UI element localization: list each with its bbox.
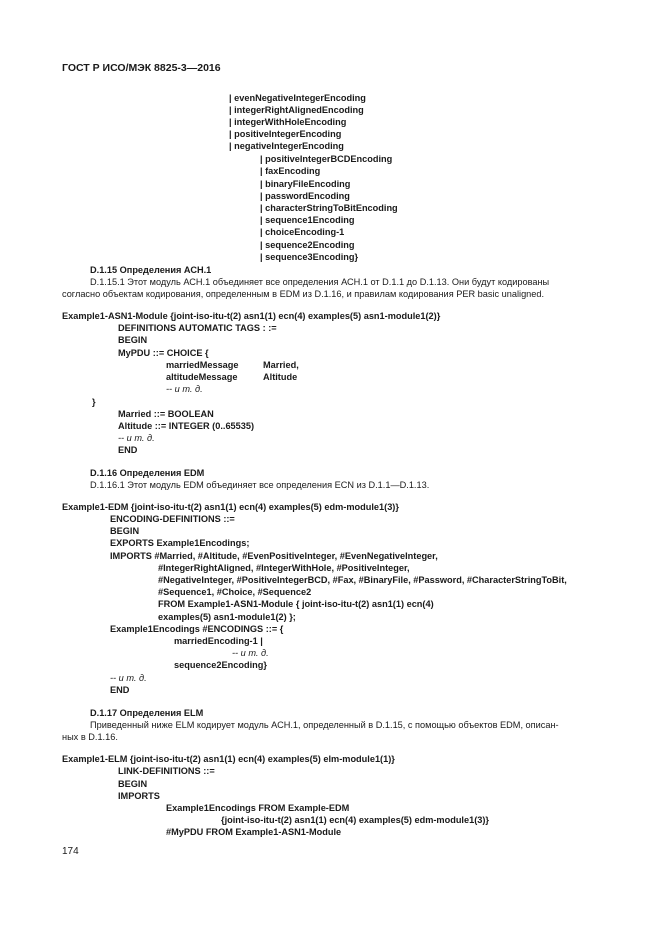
code-line: IMPORTS #Married, #Altitude, #EvenPositiveInteger, #EvenNegativeInteger, — [110, 551, 438, 561]
code-line: sequence2Encoding} — [174, 660, 267, 670]
paragraph-d116: D.1.16.1 Этот модуль EDM объединяет все определения ECN из D.1.1—D.1.13. — [90, 480, 430, 490]
code-line: Example1Encodings #ENCODINGS ::= { — [110, 624, 284, 634]
code-line: {joint-iso-itu-t(2) asn1(1) ecn(4) examples(5) edm-module1(3)} — [221, 815, 490, 825]
code-line: #IntegerRightAligned, #IntegerWithHole, #PositiveInteger, — [158, 563, 410, 573]
encoding-list-subitem: | choiceEncoding-1 — [260, 227, 345, 237]
code-line: FROM Example1-ASN1-Module { joint-iso-itu-t(2) asn1(1) ecn(4) — [158, 599, 434, 609]
code-line: Altitude ::= INTEGER (0..65535) — [118, 421, 255, 431]
encoding-list-subitem: | sequence3Encoding} — [260, 252, 359, 262]
code-line: Example1-ASN1-Module {joint-iso-itu-t(2) asn1(1) ecn(4) examples(5) asn1-module1(2)} — [62, 311, 441, 321]
code-line: examples(5) asn1-module1(2) }; — [158, 612, 296, 622]
encoding-list-item: | negativeIntegerEncoding — [229, 141, 344, 151]
code-comment: -- и т. д. — [110, 673, 147, 683]
encoding-list-item: | integerWithHoleEncoding — [229, 117, 347, 127]
encoding-list-subitem: | positiveIntegerBCDEncoding — [260, 154, 393, 164]
encoding-list-item: | positiveIntegerEncoding — [229, 129, 342, 139]
code-comment: -- и т. д. — [232, 648, 269, 658]
code-line: Married ::= BOOLEAN — [118, 409, 214, 419]
paragraph-d115-line1: D.1.15.1 Этот модуль АСН.1 объединяет все определения АСН.1 от D.1.1 до D.1.13. Они будут кодированы — [90, 277, 550, 287]
code-line: } — [92, 397, 96, 407]
paragraph-d117-line2: ных в D.1.16. — [62, 732, 118, 742]
code-line: marriedEncoding-1 | — [174, 636, 263, 646]
code-line: EXPORTS Example1Encodings; — [110, 538, 250, 548]
code-comment: -- и т. д. — [166, 384, 203, 394]
code-line: DEFINITIONS AUTOMATIC TAGS : := — [118, 323, 277, 333]
code-line: MyPDU ::= CHOICE { — [118, 348, 209, 358]
code-line: #MyPDU FROM Example1-ASN1-Module — [166, 827, 342, 837]
encoding-list-subitem: | sequence2Encoding — [260, 240, 355, 250]
encoding-list-subitem: | binaryFileEncoding — [260, 179, 351, 189]
section-heading-d117: D.1.17 Определения ELM — [90, 708, 204, 718]
page-header-title: ГОСТ Р ИСО/МЭК 8825-3—2016 — [62, 62, 221, 74]
section-heading-d115: D.1.15 Определения АСН.1 — [90, 265, 212, 275]
code-line: BEGIN — [118, 779, 148, 789]
code-line: BEGIN — [110, 526, 140, 536]
code-comment: -- и т. д. — [118, 433, 155, 443]
code-line: ENCODING-DEFINITIONS ::= — [110, 514, 235, 524]
code-line: Altitude — [263, 372, 298, 382]
paragraph-d117-line1: Приведенный ниже ELM кодирует модуль АСН.1, определенный в D.1.15, с помощью объектов EDM, описан- — [90, 720, 559, 730]
code-line: Example1-EDM {joint-iso-itu-t(2) asn1(1) ecn(4) examples(5) edm-module1(3)} — [62, 502, 399, 512]
code-line: IMPORTS — [118, 791, 160, 801]
code-line: END — [110, 685, 130, 695]
code-line: Married, — [263, 360, 299, 370]
section-heading-d116: D.1.16 Определения EDM — [90, 468, 205, 478]
encoding-list-item: | integerRightAlignedEncoding — [229, 105, 364, 115]
code-line: altitudeMessage — [166, 372, 238, 382]
encoding-list-subitem: | faxEncoding — [260, 166, 321, 176]
code-line: #NegativeInteger, #PositiveIntegerBCD, #Fax, #BinaryFile, #Password, #CharacterStringToBit, — [158, 575, 567, 585]
encoding-list-item: | evenNegativeIntegerEncoding — [229, 93, 366, 103]
page-number: 174 — [62, 846, 79, 857]
code-line: marriedMessage — [166, 360, 239, 370]
code-line: END — [118, 445, 138, 455]
encoding-list-subitem: | sequence1Encoding — [260, 215, 355, 225]
encoding-list-subitem: | passwordEncoding — [260, 191, 350, 201]
code-line: #Sequence1, #Choice, #Sequence2 — [158, 587, 312, 597]
code-line: LINK-DEFINITIONS ::= — [118, 766, 215, 776]
encoding-list-subitem: | characterStringToBitEncoding — [260, 203, 398, 213]
code-line: Example1Encodings FROM Example-EDM — [166, 803, 350, 813]
paragraph-d115-line2: согласно объектам кодирования, определенным в EDM из D.1.16, и правилам кодирования PER basic unaligned. — [62, 289, 545, 299]
code-line: Example1-ELM {joint-iso-itu-t(2) asn1(1) ecn(4) examples(5) elm-module1(1)} — [62, 754, 395, 764]
code-line: BEGIN — [118, 335, 148, 345]
